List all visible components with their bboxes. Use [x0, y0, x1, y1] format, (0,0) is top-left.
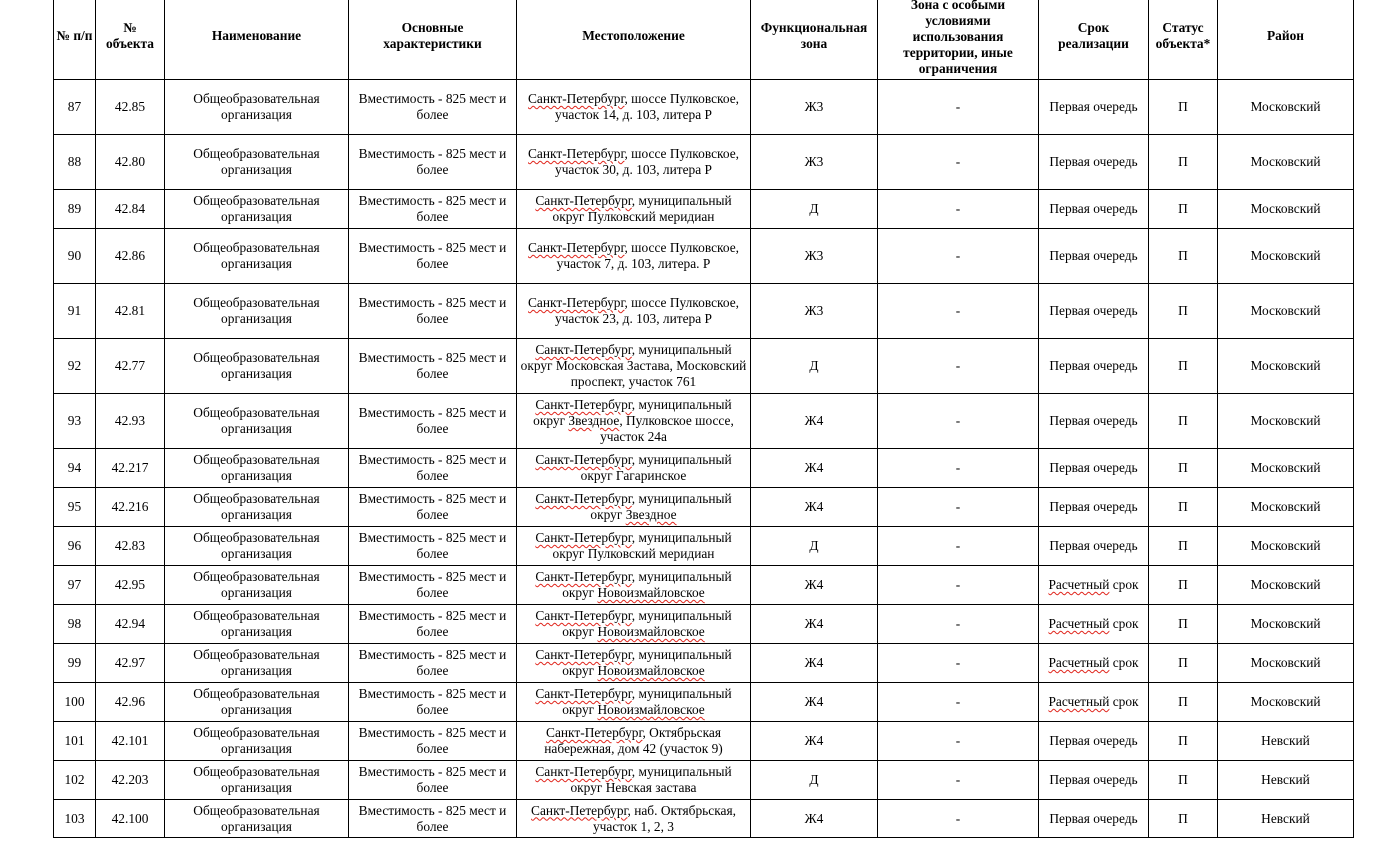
location-text: , шоссе Пулковское, участок 23, д. 103, литера Р: [555, 295, 739, 326]
name-cell: Общеобразовательная организация: [165, 229, 349, 284]
object-number-cell: 42.80: [96, 135, 165, 190]
object-number-cell: 42.97: [96, 644, 165, 683]
district-cell: Невский: [1218, 800, 1354, 838]
table-row: [54, 488, 1354, 527]
row-number-cell: 94: [54, 449, 96, 488]
term-word: Расчетный: [1048, 616, 1110, 631]
term-cell: Первая очередь: [1039, 229, 1149, 284]
location-cell: [517, 761, 751, 800]
characteristics-cell: Вместимость - 825 мест и более: [349, 135, 517, 190]
district-cell: Московский: [1218, 80, 1354, 135]
term-cell: [1039, 605, 1149, 644]
func-zone-cell: Ж4: [751, 644, 878, 683]
location-district-word: Новоизмайловское: [597, 663, 705, 678]
row-number-cell: 96: [54, 527, 96, 566]
characteristics-cell: Вместимость - 825 мест и более: [349, 488, 517, 527]
row-number-cell: 95: [54, 488, 96, 527]
table-row: [54, 800, 1354, 838]
district-cell: Московский: [1218, 527, 1354, 566]
name-cell: Общеобразовательная организация: [165, 761, 349, 800]
location-city: Санкт-Петербург: [535, 530, 632, 545]
term-text: срок: [1109, 655, 1139, 670]
object-number-cell: 42.203: [96, 761, 165, 800]
location-cell: [517, 80, 751, 135]
row-number-cell: 93: [54, 394, 96, 449]
term-cell: [1039, 683, 1149, 722]
term-cell: Первая очередь: [1039, 722, 1149, 761]
status-cell: П: [1149, 800, 1218, 838]
location-city: Санкт-Петербург: [535, 452, 632, 467]
status-cell: П: [1149, 284, 1218, 339]
district-cell: Невский: [1218, 761, 1354, 800]
status-cell: П: [1149, 605, 1218, 644]
func-zone-cell: Ж3: [751, 284, 878, 339]
status-cell: П: [1149, 449, 1218, 488]
name-cell: Общеобразовательная организация: [165, 135, 349, 190]
district-cell: Московский: [1218, 488, 1354, 527]
location-text: , муниципальный округ: [590, 491, 732, 522]
term-word: Расчетный: [1048, 577, 1110, 592]
characteristics-cell: Вместимость - 825 мест и более: [349, 284, 517, 339]
restriction-cell: -: [878, 488, 1039, 527]
func-zone-cell: Ж3: [751, 229, 878, 284]
object-number-cell: 42.96: [96, 683, 165, 722]
header-district: Район: [1218, 0, 1354, 80]
term-cell: Первая очередь: [1039, 761, 1149, 800]
characteristics-cell: Вместимость - 825 мест и более: [349, 449, 517, 488]
restriction-cell: -: [878, 80, 1039, 135]
object-number-cell: 42.93: [96, 394, 165, 449]
row-number-cell: 101: [54, 722, 96, 761]
characteristics-cell: Вместимость - 825 мест и более: [349, 394, 517, 449]
status-cell: П: [1149, 566, 1218, 605]
characteristics-cell: Вместимость - 825 мест и более: [349, 339, 517, 394]
status-cell: П: [1149, 488, 1218, 527]
name-cell: Общеобразовательная организация: [165, 449, 349, 488]
table-row: [54, 394, 1354, 449]
district-cell: Московский: [1218, 135, 1354, 190]
restriction-cell: -: [878, 800, 1039, 838]
status-cell: П: [1149, 135, 1218, 190]
table-row: [54, 605, 1354, 644]
row-number-cell: 91: [54, 284, 96, 339]
location-cell: [517, 488, 751, 527]
location-text: , Пулковское шоссе, участок 24а: [600, 413, 734, 444]
location-text: , наб. Октябрьская, участок 1, 2, 3: [592, 802, 736, 834]
restriction-cell: -: [878, 683, 1039, 722]
object-number-cell: 42.81: [96, 284, 165, 339]
table-row: [54, 80, 1354, 135]
status-cell: П: [1149, 80, 1218, 135]
object-number-cell: 42.86: [96, 229, 165, 284]
restriction-cell: -: [878, 339, 1039, 394]
object-number-cell: 42.217: [96, 449, 165, 488]
row-number-cell: 100: [54, 683, 96, 722]
term-cell: Первая очередь: [1039, 284, 1149, 339]
location-city: Санкт-Петербург: [546, 725, 643, 740]
restriction-cell: -: [878, 190, 1039, 229]
characteristics-cell: Вместимость - 825 мест и более: [349, 229, 517, 284]
term-cell: Первая очередь: [1039, 135, 1149, 190]
characteristics-cell: Вместимость - 825 мест и более: [349, 80, 517, 135]
location-city: Санкт-Петербург: [535, 569, 632, 584]
location-cell: [517, 339, 751, 394]
header-special-zone: Зона с особыми условиями использования территории, иные ограничения: [878, 0, 1039, 80]
func-zone-cell: Ж4: [751, 800, 878, 838]
district-cell: Московский: [1218, 644, 1354, 683]
name-cell: Общеобразовательная организация: [165, 339, 349, 394]
restriction-cell: -: [878, 449, 1039, 488]
row-number-cell: 98: [54, 605, 96, 644]
object-number-cell: 42.100: [96, 800, 165, 838]
location-cell: [517, 644, 751, 683]
term-cell: [1039, 644, 1149, 683]
location-city: Санкт-Петербург: [531, 802, 628, 818]
characteristics-cell: Вместимость - 825 мест и более: [349, 761, 517, 800]
objects-table: [53, 0, 1354, 838]
location-district-word: Новоизмайловское: [597, 624, 705, 639]
location-cell: [517, 449, 751, 488]
table-body: [54, 80, 1354, 838]
func-zone-cell: Ж4: [751, 488, 878, 527]
status-cell: П: [1149, 683, 1218, 722]
location-text: , муниципальный округ: [533, 397, 732, 428]
characteristics-cell: Вместимость - 825 мест и более: [349, 605, 517, 644]
term-cell: Первая очередь: [1039, 394, 1149, 449]
name-cell: Общеобразовательная организация: [165, 800, 349, 838]
header-num-obj: № объекта: [96, 0, 165, 80]
location-cell: [517, 800, 751, 838]
location-text: , шоссе Пулковское, участок 7, д. 103, литера. Р: [556, 240, 739, 271]
district-cell: Московский: [1218, 339, 1354, 394]
object-number-cell: 42.85: [96, 80, 165, 135]
status-cell: П: [1149, 722, 1218, 761]
table-row: [54, 135, 1354, 190]
restriction-cell: -: [878, 229, 1039, 284]
characteristics-cell: Вместимость - 825 мест и более: [349, 800, 517, 838]
row-number-cell: 103: [54, 800, 96, 838]
name-cell: Общеобразовательная организация: [165, 80, 349, 135]
characteristics-cell: Вместимость - 825 мест и более: [349, 722, 517, 761]
term-cell: Первая очередь: [1039, 190, 1149, 229]
func-zone-cell: Д: [751, 761, 878, 800]
restriction-cell: -: [878, 566, 1039, 605]
name-cell: Общеобразовательная организация: [165, 644, 349, 683]
location-city: Санкт-Петербург: [535, 491, 632, 506]
status-cell: П: [1149, 229, 1218, 284]
restriction-cell: -: [878, 605, 1039, 644]
func-zone-cell: Ж3: [751, 135, 878, 190]
name-cell: Общеобразовательная организация: [165, 683, 349, 722]
object-number-cell: 42.94: [96, 605, 165, 644]
func-zone-cell: Д: [751, 190, 878, 229]
table-row: [54, 683, 1354, 722]
func-zone-cell: Ж4: [751, 566, 878, 605]
district-cell: Московский: [1218, 284, 1354, 339]
table-row: [54, 722, 1354, 761]
table-row: [54, 284, 1354, 339]
location-district-word: Звездное: [625, 507, 677, 522]
term-cell: Первая очередь: [1039, 800, 1149, 838]
characteristics-cell: Вместимость - 825 мест и более: [349, 527, 517, 566]
location-text: , шоссе Пулковское, участок 30, д. 103, литера Р: [555, 146, 739, 177]
name-cell: Общеобразовательная организация: [165, 722, 349, 761]
table-row: [54, 229, 1354, 284]
location-city: Санкт-Петербург: [528, 91, 625, 106]
header-func-zone: Функциональная зона: [751, 0, 878, 80]
name-cell: Общеобразовательная организация: [165, 284, 349, 339]
location-cell: [517, 394, 751, 449]
table-row: [54, 644, 1354, 683]
characteristics-cell: Вместимость - 825 мест и более: [349, 566, 517, 605]
table-row: [54, 566, 1354, 605]
header-name: Наименование: [165, 0, 349, 80]
location-city: Санкт-Петербург: [528, 146, 625, 161]
func-zone-cell: Ж4: [751, 394, 878, 449]
location-city: Санкт-Петербург: [528, 240, 625, 255]
term-word: Расчетный: [1048, 694, 1110, 709]
object-number-cell: 42.101: [96, 722, 165, 761]
row-number-cell: 88: [54, 135, 96, 190]
header-term: Срок реализации: [1039, 0, 1149, 80]
location-text: , муниципальный округ Невская застава: [570, 764, 732, 795]
location-city: Санкт-Петербург: [535, 764, 632, 779]
name-cell: Общеобразовательная организация: [165, 605, 349, 644]
restriction-cell: -: [878, 644, 1039, 683]
row-number-cell: 97: [54, 566, 96, 605]
header-status: Статус объекта*: [1149, 0, 1218, 80]
district-cell: Невский: [1218, 722, 1354, 761]
restriction-cell: -: [878, 722, 1039, 761]
header-row: [54, 0, 1354, 80]
term-cell: Первая очередь: [1039, 449, 1149, 488]
status-cell: П: [1149, 761, 1218, 800]
location-text: , муниципальный округ Гагаринское: [580, 452, 732, 483]
characteristics-cell: Вместимость - 825 мест и более: [349, 190, 517, 229]
location-city: Санкт-Петербург: [528, 295, 625, 310]
table-row: [54, 190, 1354, 229]
location-city: Санкт-Петербург: [535, 608, 632, 623]
location-cell: [517, 566, 751, 605]
func-zone-cell: Ж3: [751, 80, 878, 135]
func-zone-cell: Ж4: [751, 683, 878, 722]
term-text: срок: [1109, 616, 1139, 631]
object-number-cell: 42.83: [96, 527, 165, 566]
term-word: Расчетный: [1048, 655, 1110, 670]
district-cell: Московский: [1218, 566, 1354, 605]
location-city: Санкт-Петербург: [535, 686, 632, 701]
status-cell: П: [1149, 190, 1218, 229]
location-cell: [517, 190, 751, 229]
row-number-cell: 92: [54, 339, 96, 394]
object-number-cell: 42.77: [96, 339, 165, 394]
location-text: , шоссе Пулковское, участок 14, д. 103, литера Р: [555, 91, 739, 122]
header-num-pp: № п/п: [54, 0, 96, 80]
row-number-cell: 102: [54, 761, 96, 800]
object-number-cell: 42.216: [96, 488, 165, 527]
location-city: Санкт-Петербург: [535, 647, 632, 662]
district-cell: Московский: [1218, 449, 1354, 488]
func-zone-cell: Ж4: [751, 449, 878, 488]
location-text: , Октябрьская набережная, дом 42 (участок 9): [544, 725, 723, 756]
status-cell: П: [1149, 394, 1218, 449]
location-cell: [517, 527, 751, 566]
district-cell: Московский: [1218, 683, 1354, 722]
location-cell: [517, 135, 751, 190]
term-cell: Первая очередь: [1039, 80, 1149, 135]
name-cell: Общеобразовательная организация: [165, 527, 349, 566]
district-cell: Московский: [1218, 605, 1354, 644]
restriction-cell: -: [878, 527, 1039, 566]
restriction-cell: -: [878, 761, 1039, 800]
district-cell: Московский: [1218, 394, 1354, 449]
func-zone-cell: Д: [751, 339, 878, 394]
location-text: , муниципальный округ: [562, 569, 732, 600]
func-zone-cell: Ж4: [751, 605, 878, 644]
characteristics-cell: Вместимость - 825 мест и более: [349, 683, 517, 722]
func-zone-cell: Д: [751, 527, 878, 566]
location-cell: [517, 683, 751, 722]
characteristics-cell: Вместимость - 825 мест и более: [349, 644, 517, 683]
term-text: срок: [1109, 694, 1139, 709]
location-text: , муниципальный округ: [562, 647, 732, 678]
name-cell: Общеобразовательная организация: [165, 566, 349, 605]
table-row: [54, 449, 1354, 488]
name-cell: Общеобразовательная организация: [165, 394, 349, 449]
term-cell: [1039, 566, 1149, 605]
location-cell: [517, 229, 751, 284]
district-cell: Московский: [1218, 190, 1354, 229]
location-district-word: Новоизмайловское: [597, 702, 705, 717]
name-cell: Общеобразовательная организация: [165, 488, 349, 527]
header-characteristics: Основные характеристики: [349, 0, 517, 80]
func-zone-cell: Ж4: [751, 722, 878, 761]
status-cell: П: [1149, 527, 1218, 566]
status-cell: П: [1149, 339, 1218, 394]
table-row: [54, 761, 1354, 800]
location-text: , муниципальный округ: [562, 686, 732, 717]
restriction-cell: -: [878, 394, 1039, 449]
term-cell: Первая очередь: [1039, 527, 1149, 566]
term-cell: Первая очередь: [1039, 488, 1149, 527]
location-city: Санкт-Петербург: [535, 397, 632, 412]
row-number-cell: 99: [54, 644, 96, 683]
restriction-cell: -: [878, 284, 1039, 339]
table-row: [54, 339, 1354, 394]
status-cell: П: [1149, 644, 1218, 683]
restriction-cell: -: [878, 135, 1039, 190]
term-text: срок: [1109, 577, 1139, 592]
name-cell: Общеобразовательная организация: [165, 190, 349, 229]
row-number-cell: 90: [54, 229, 96, 284]
location-text: , муниципальный округ: [562, 608, 732, 639]
location-city: Санкт-Петербург: [535, 193, 632, 208]
location-text: , муниципальный округ Московская Застава, Московский проспект, участок 761: [520, 342, 747, 389]
location-text: , муниципальный округ Пулковский меридиан: [552, 530, 732, 561]
object-number-cell: 42.84: [96, 190, 165, 229]
location-text: , муниципальный округ Пулковский меридиан: [552, 193, 732, 224]
district-cell: Московский: [1218, 229, 1354, 284]
object-number-cell: 42.95: [96, 566, 165, 605]
location-city: Санкт-Петербург: [535, 342, 632, 357]
table-row: [54, 527, 1354, 566]
term-cell: Первая очередь: [1039, 339, 1149, 394]
location-district-word: Новоизмайловское: [597, 585, 705, 600]
location-cell: [517, 284, 751, 339]
header-location: Местоположение: [517, 0, 751, 80]
location-district-word: Звездное: [568, 413, 620, 428]
location-cell: [517, 605, 751, 644]
row-number-cell: 89: [54, 190, 96, 229]
location-cell: [517, 722, 751, 761]
row-number-cell: 87: [54, 80, 96, 135]
